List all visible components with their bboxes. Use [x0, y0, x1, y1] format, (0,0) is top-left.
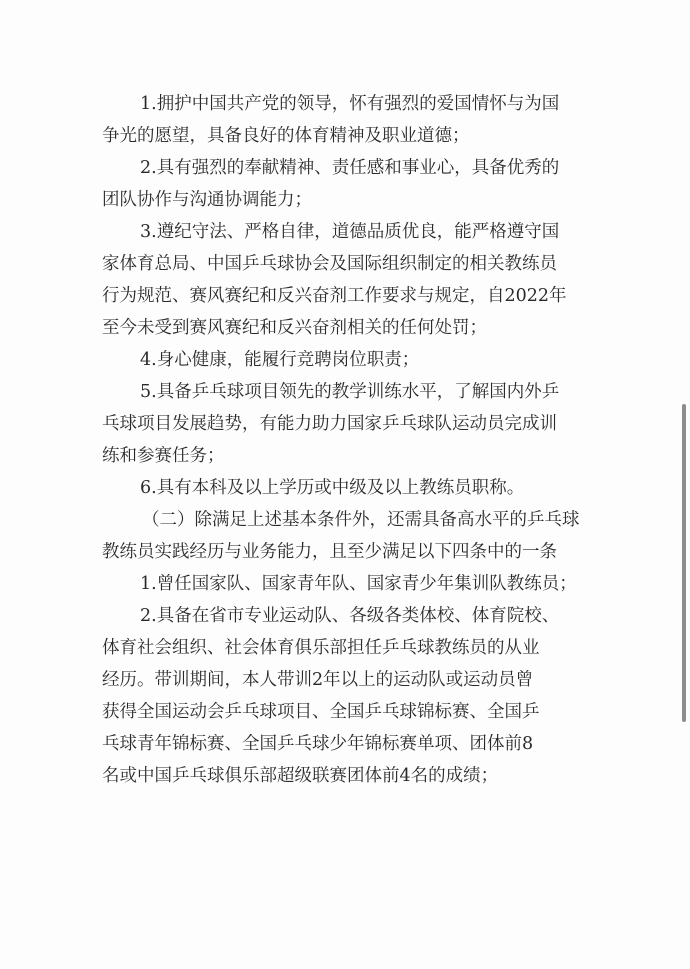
text-line: 行为规范、赛风赛纪和反兴奋剂工作要求与规定，自2022年: [102, 286, 567, 306]
text-line: 1.曾任国家队、国家青年队、国家青少年集训队教练员；: [140, 574, 577, 594]
text-line: 争光的愿望，具备良好的体育精神及职业道德；: [102, 126, 470, 146]
text-line: 名或中国乒乓球俱乐部超级联赛团体前4名的成绩；: [102, 766, 499, 786]
text-line: 3.遵纪守法、严格自律，道德品质优良，能严格遵守国: [140, 222, 560, 242]
text-line: 家体育总局、中国乒乓球协会及国际组织制定的相关教练员: [102, 254, 557, 274]
text-line: 1.拥护中国共产党的领导，怀有强烈的爱国情怀与为国: [140, 94, 560, 114]
text-line: 经历。带训期间，本人带训2年以上的运动队或运动员曾: [102, 670, 534, 690]
text-line: 体育社会组织、社会体育俱乐部担任乒乓球教练员的从业: [102, 638, 540, 658]
text-line: 5.具备乒乓球项目领先的教学训练水平，了解国内外乒: [140, 382, 560, 402]
text-line: 2.具有强烈的奉献精神、责任感和事业心，具备优秀的: [140, 158, 560, 178]
section-heading-line: （二）除满足上述基本条件外，还需具备高水平的乒乓球: [142, 510, 580, 530]
vertical-scrollbar[interactable]: [682, 404, 686, 722]
text-line: 至今未受到赛风赛纪和反兴奋剂相关的任何处罚；: [102, 318, 487, 338]
document-body: [102, 88, 594, 792]
text-line: 团队协作与沟通协调能力；: [102, 190, 312, 210]
text-line: 练和参赛任务；: [102, 446, 225, 466]
text-line: 获得全国运动会乒乓球项目、全国乒乓球锦标赛、全国乒: [102, 702, 540, 722]
section-heading-line: 教练员实践经历与业务能力，且至少满足以下四条中的一条: [102, 542, 557, 562]
text-line: 4.身心健康，能履行竞聘岗位职责；: [140, 350, 420, 370]
text-line: 乓球项目发展趋势，有能力助力国家乒乓球队运动员完成训: [102, 414, 557, 434]
text-line: 乓球青年锦标赛、全国乒乓球少年锦标赛单项、团体前8: [102, 734, 534, 754]
text-line: 2.具备在省市专业运动队、各级各类体校、体育院校、: [140, 606, 560, 626]
text-line: 6.具有本科及以上学历或中级及以上教练员职称。: [140, 478, 525, 498]
